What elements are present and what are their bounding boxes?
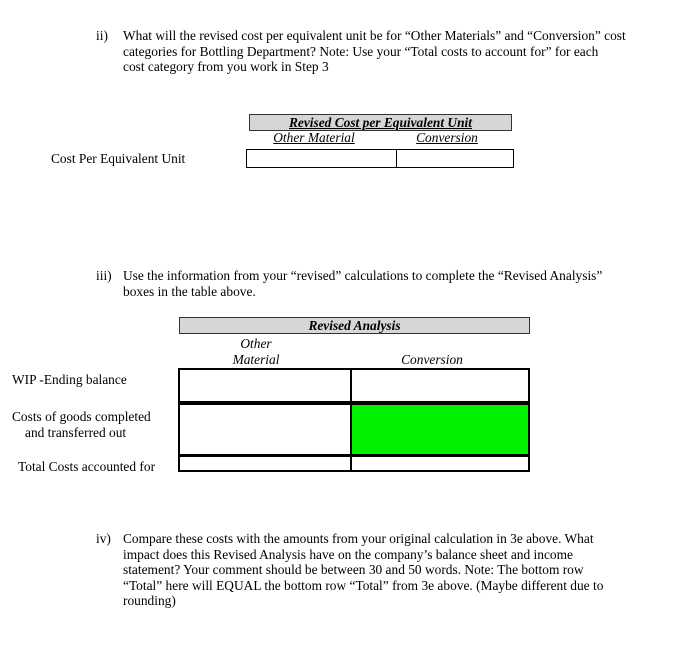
question-iv-line: “Total” here will EQUAL the bottom row “Total” from 3e above. (Maybe different due to	[123, 577, 604, 593]
question-ii-line: categories for Bottling Department? Note: Use your “Total costs to account for” for each	[123, 43, 599, 59]
cpeu-other-material-cell[interactable]	[246, 149, 397, 168]
question-ii-line: What will the revised cost per equivalent unit be for “Other Materials” and “Conversion” cost	[123, 28, 626, 43]
question-iv	[96, 531, 686, 611]
question-ii	[96, 28, 676, 78]
analysis-col-conversion: Conversion	[401, 352, 463, 367]
question-iii	[96, 268, 676, 302]
question-ii-line: cost category from you work in Step 3	[123, 59, 329, 75]
wip-conversion-cell[interactable]	[350, 368, 530, 403]
cpeu-row-label: Cost Per Equivalent Unit	[51, 151, 186, 166]
question-iv-text	[123, 531, 603, 609]
total-other-material-cell[interactable]	[178, 455, 352, 472]
analysis-table-header: Revised Analysis	[179, 317, 530, 334]
row-label-costs-of-goods-completed	[12, 409, 151, 441]
question-iv-line: Compare these costs with the amounts from your original calculation in 3e above. What	[123, 531, 594, 546]
cogs-other-material-cell[interactable]	[178, 403, 352, 456]
analysis-col-other-line: Other	[240, 336, 272, 351]
cpeu-conversion-cell[interactable]	[396, 149, 514, 168]
question-iv-line: impact does this Revised Analysis have on the company’s balance sheet and income	[123, 546, 573, 562]
question-iv-line: statement? Your comment should be between 30 and 50 words. Note: The bottom row	[123, 562, 584, 578]
row-label-line: and transferred out	[25, 425, 127, 440]
question-iv-line: rounding)	[123, 593, 176, 609]
question-iii-line: boxes in the table above.	[123, 283, 256, 299]
total-conversion-cell[interactable]	[350, 455, 530, 472]
cpeu-table-header: Revised Cost per Equivalent Unit	[249, 114, 512, 131]
cogs-conversion-cell-highlighted[interactable]	[350, 403, 530, 456]
question-ii-text	[123, 28, 626, 75]
row-label-total-costs-accounted-for: Total Costs accounted for	[18, 459, 156, 474]
wip-other-material-cell[interactable]	[178, 368, 352, 403]
cpeu-col-conversion: Conversion	[416, 130, 478, 145]
cpeu-col-other-material: Other Material	[273, 130, 355, 145]
question-ii-number: ii)	[96, 28, 108, 43]
row-label-line: Costs of goods completed	[12, 409, 151, 424]
question-iii-number: iii)	[96, 268, 112, 283]
question-iii-line: Use the information from your “revised” calculations to complete the “Revised Analysis”	[123, 268, 603, 283]
question-iv-number: iv)	[96, 531, 111, 546]
row-label-wip-ending-balance: WIP -Ending balance	[12, 372, 127, 387]
question-iii-text	[123, 268, 602, 299]
analysis-col-material-line: Material	[232, 352, 280, 367]
analysis-col-other-material	[216, 336, 296, 368]
